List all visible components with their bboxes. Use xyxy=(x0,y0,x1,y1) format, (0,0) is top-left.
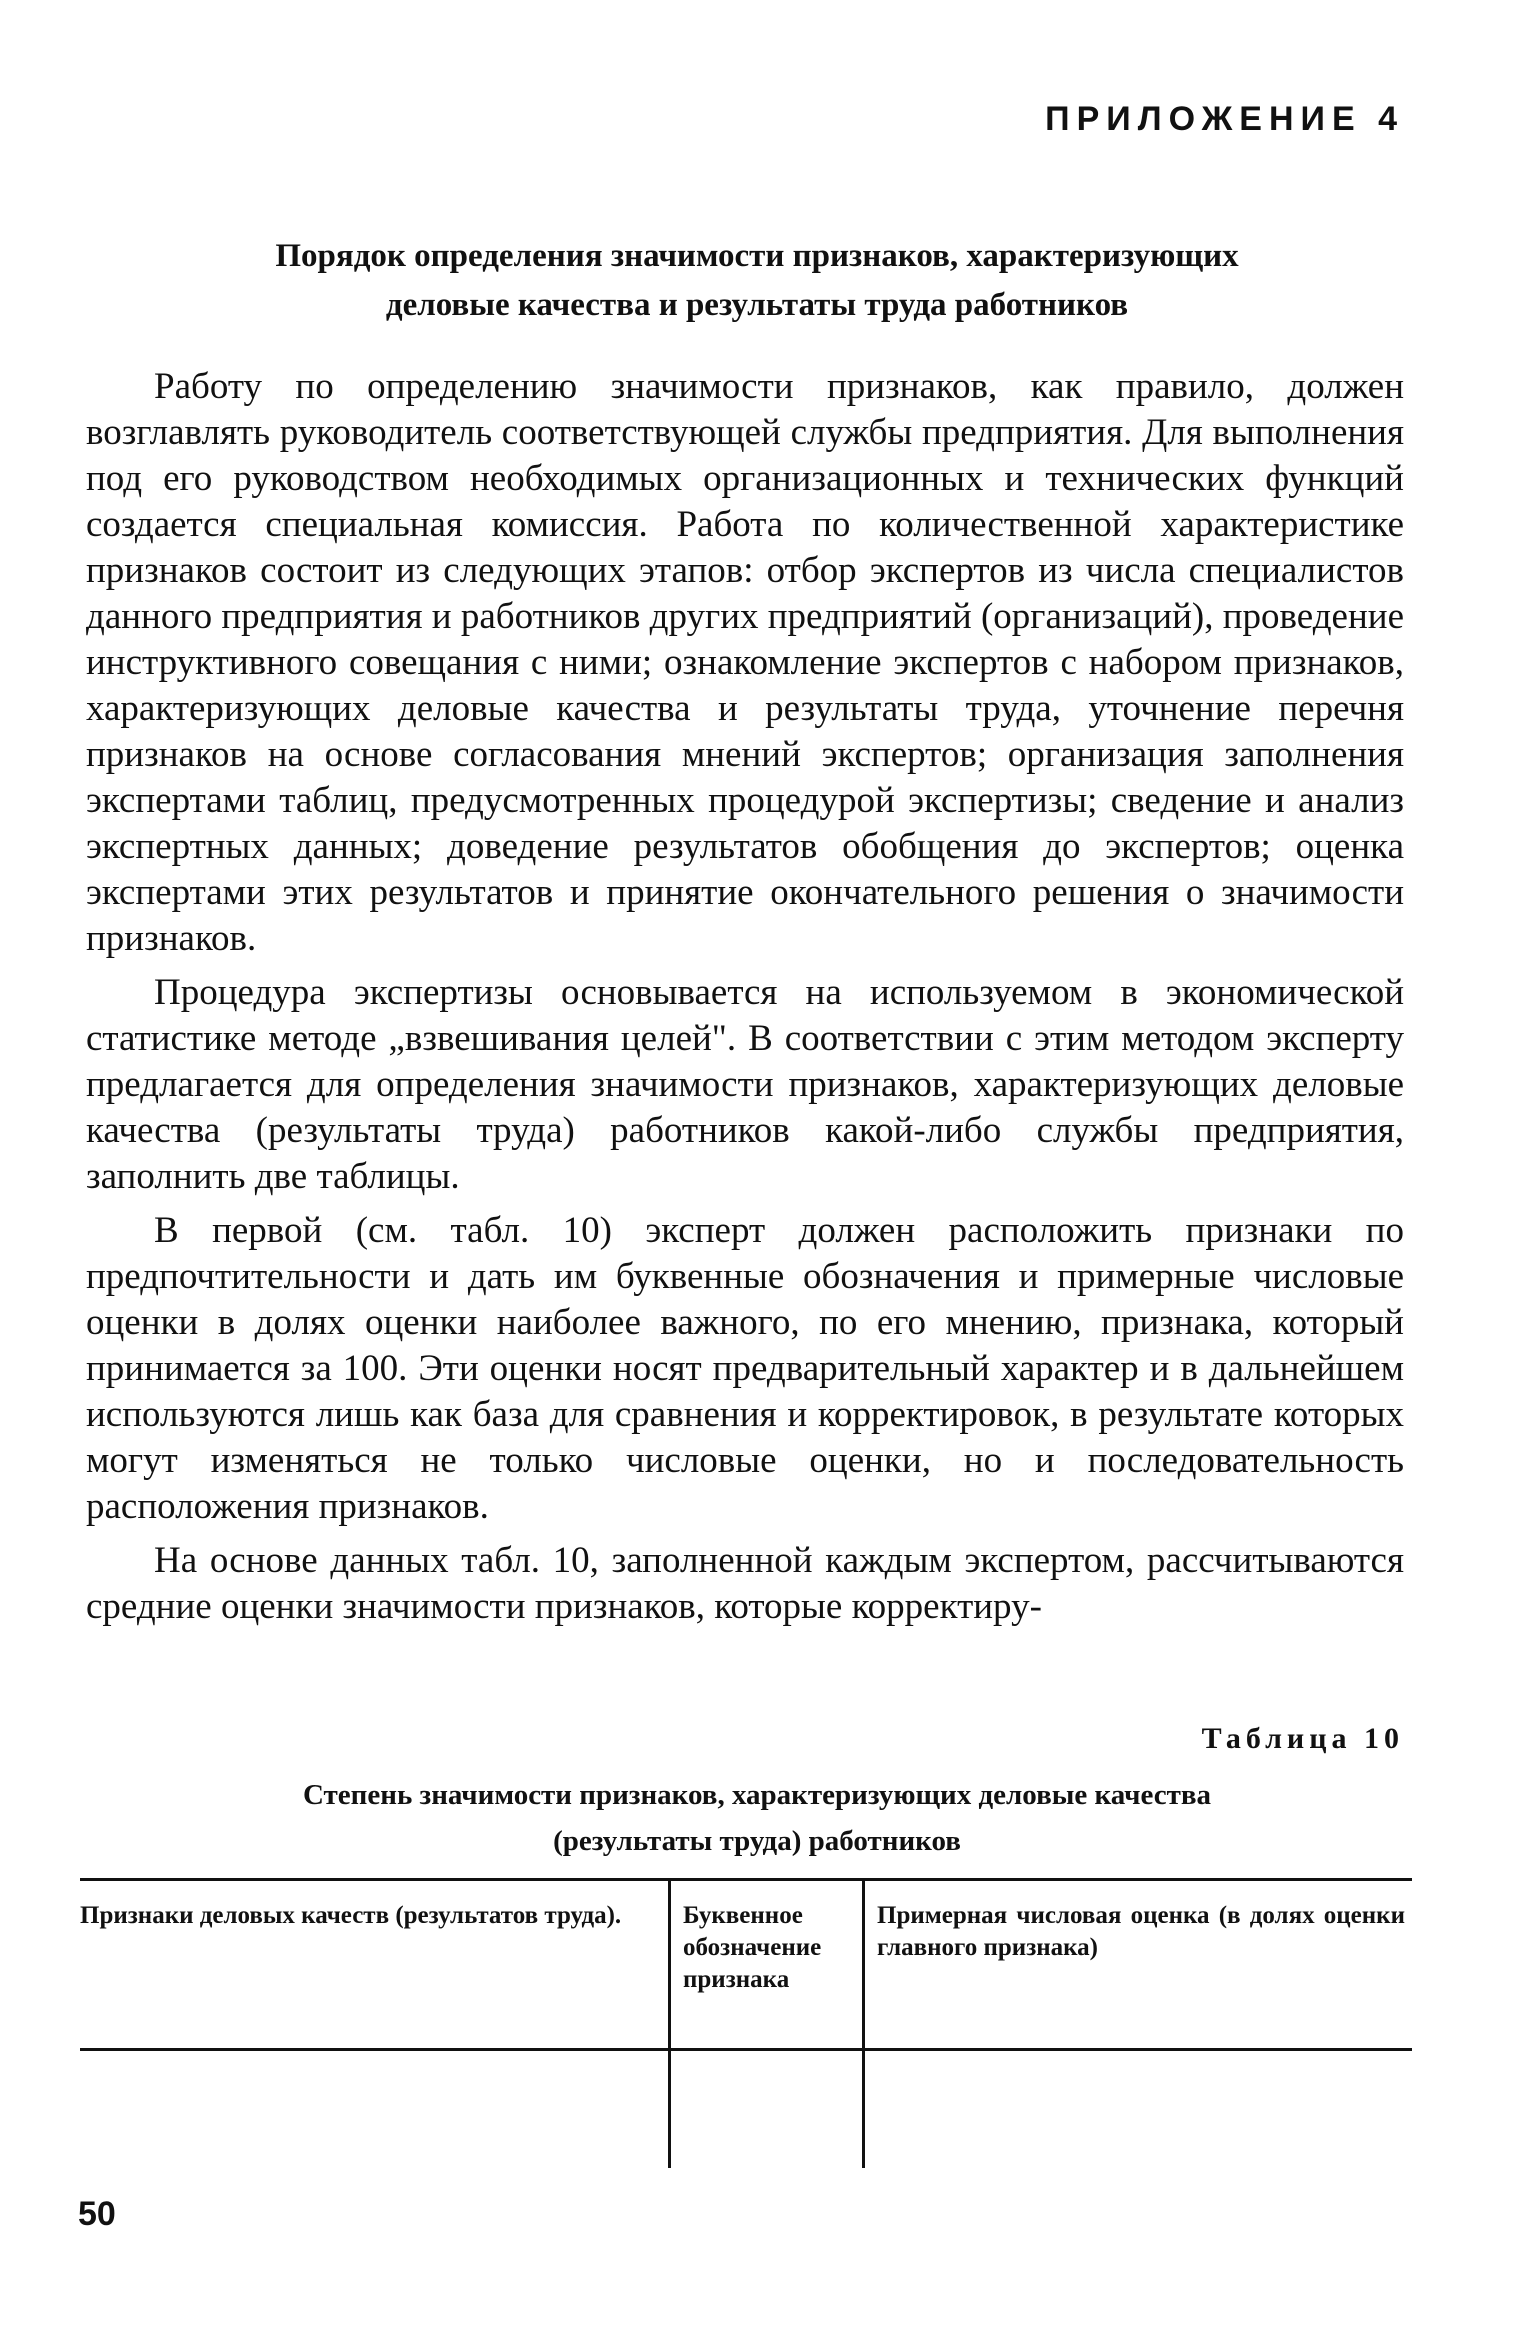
paragraph: Работу по определению значимости признаков, как правило, должен возглавлять руководитель соответствующей службы предприятия. Для выполнения под его руководством необходимых организационных и технических функций создается специальная комиссия. Работа по количественной характеристике признаков состоит из следующих этапов: отбор экспертов из числа специалистов данного предприятия и работников других предприятий (организаций), проведение инструктивного совещания с ними; ознакомление экспертов с набором признаков, характеризующих деловые качества и результаты труда, уточнение перечня признаков на основе согласования мнений экспертов; организация заполнения экспертами таблиц, предусмотренных процедурой экспертизы; сведение и анализ экспертных данных; доведение результатов обобщения до экспертов; оценка экспертами этих результатов и принятие окончательного решения о значимости признаков. xyxy=(86,366,1404,959)
section-title-line-2: деловые качества и результаты труда работников xyxy=(385,287,1129,323)
table-top-rule xyxy=(80,1878,1412,1881)
appendix-label: ПРИЛОЖЕНИЕ 4 xyxy=(1045,100,1404,138)
paragraph: На основе данных табл. 10, заполненной каждым экспертом, рассчитываются средние оценки значимости признаков, которые корректиру- xyxy=(86,1540,1404,1627)
paragraph: В первой (см. табл. 10) эксперт должен расположить признаки по предпочтительности и дать им буквенные обозначения и примерные числовые оценки в долях оценки наиболее важного, по его мнению, признака, который принимается за 100. Эти оценки носят предварительный характер и в дальнейшем используются лишь как база для сравнения и корректировок, в результате которых могут изменяться не только числовые оценки, но и последовательность расположения признаков. xyxy=(86,1210,1404,1527)
paragraph: Процедура экспертизы основывается на используемом в экономической статистике методе „взвешивания целей". В соответствии с этим методом эксперту предлагается для определения значимости признаков, характеризующих деловые качества (результаты труда) работников какой-либо службы предприятия, заполнить две таблицы. xyxy=(86,972,1404,1197)
section-title xyxy=(120,232,1394,330)
data-table xyxy=(80,1878,1412,2168)
table-title-line-2: (результаты труда) работников xyxy=(553,1825,961,1857)
table-title-line-1: Степень значимости признаков, характеризующих деловые качества xyxy=(303,1779,1211,1811)
table-title xyxy=(120,1772,1394,1864)
column-divider xyxy=(862,1878,865,2168)
column-divider xyxy=(668,1878,671,2168)
page-number: 50 xyxy=(78,2195,116,2233)
table-label: Таблица 10 xyxy=(1201,1722,1404,1755)
body-text xyxy=(86,364,1404,1638)
column-header: Буквенное обозначение признака xyxy=(683,1902,822,1993)
column-header: Признаки деловых качеств (результатов труда). xyxy=(80,1902,622,1929)
section-title-line-1: Порядок определения значимости признаков, характеризующих xyxy=(275,238,1239,274)
column-header: Примерная числовая оценка (в долях оценки главного признака) xyxy=(877,1902,1405,1961)
table-header-rule xyxy=(80,2048,1412,2051)
